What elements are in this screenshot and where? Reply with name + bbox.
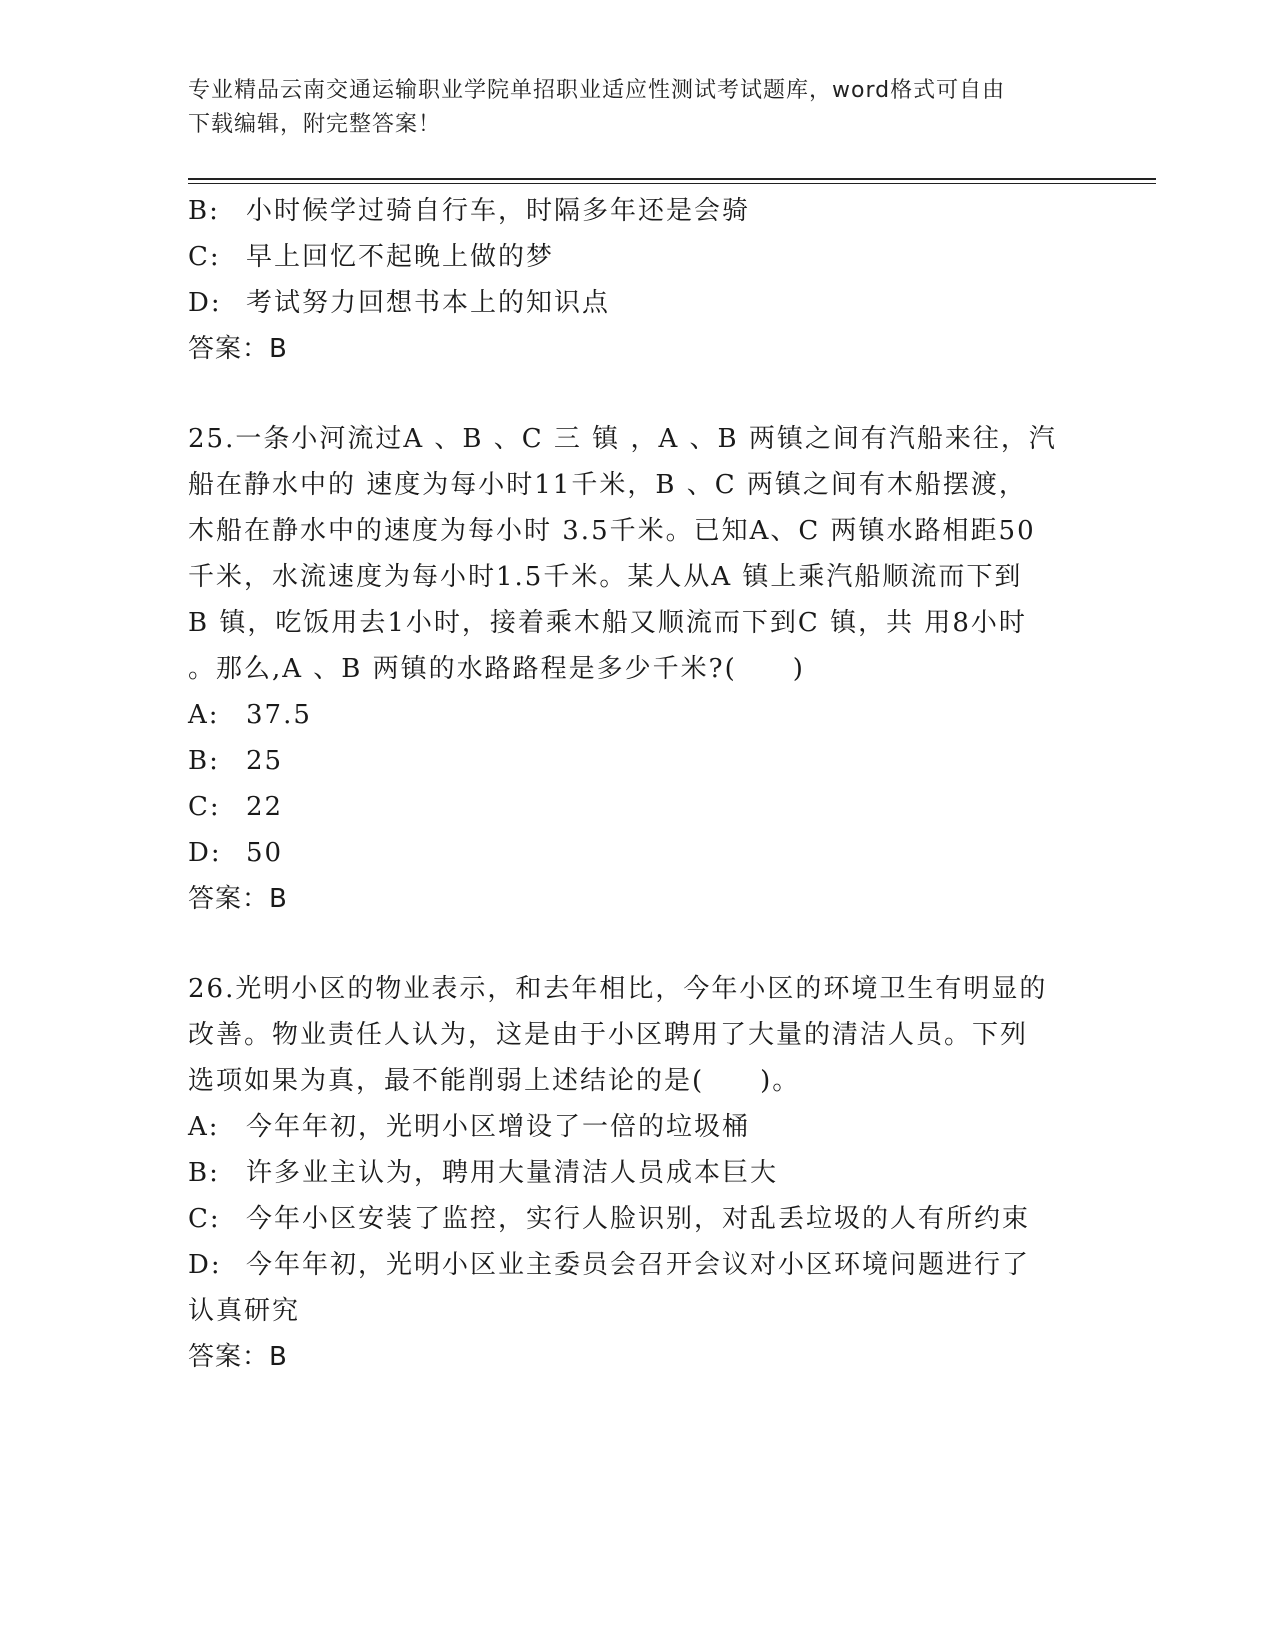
question-text-line: 。那么,A 、B 两镇的水路路程是多少千米?( ) <box>188 654 805 684</box>
option-text: 今年年初，光明小区增设了一倍的垃圾桶 <box>246 1112 751 1142</box>
question-26 <box>188 966 1088 1380</box>
spacer <box>188 922 1088 966</box>
option-c <box>188 234 1088 280</box>
question-text-line: 船在静水中的 速度为每小时11千米，B 、C 两镇之间有木船摆渡， <box>188 470 1027 500</box>
header-divider-thick <box>188 178 1156 180</box>
answer-line: 答案：B <box>188 334 288 364</box>
option-letter: A: <box>188 700 220 730</box>
option-text: 考试努力回想书本上的知识点 <box>246 288 611 318</box>
option-text: 50 <box>246 838 284 868</box>
option-b <box>188 188 1088 234</box>
page-header <box>188 74 1068 142</box>
question-text-line: 改善。物业责任人认为，这是由于小区聘用了大量的清洁人员。下列 <box>188 1020 1029 1050</box>
option-text: 37.5 <box>246 700 312 730</box>
option-letter: B: <box>188 196 220 226</box>
question-text-line: 25.一条小河流过A 、B 、C 三 镇 ，A 、B 两镇之间有汽船来往，汽 <box>188 424 1057 454</box>
option-text: 今年年初，光明小区业主委员会召开会议对小区环境问题进行了 <box>246 1250 1031 1280</box>
option-text: 今年小区安装了监控，实行人脸识别，对乱丢垃圾的人有所约束 <box>246 1204 1031 1234</box>
option-letter: D: <box>188 838 222 868</box>
option-text: 25 <box>246 746 284 776</box>
question-text-line: 千米，水流速度为每小时1.5千米。某人从A 镇上乘汽船顺流而下到 <box>188 562 1023 592</box>
question-text-line: 木船在静水中的速度为每小时 3.5千米。已知A、C 两镇水路相距50 <box>188 516 1036 546</box>
option-d-continuation: 认真研究 <box>188 1296 301 1326</box>
option-text: 22 <box>246 792 284 822</box>
option-text: 许多业主认为，聘用大量清洁人员成本巨大 <box>246 1158 779 1188</box>
question-text-line: 26.光明小区的物业表示，和去年相比，今年小区的环境卫生有明显的 <box>188 974 1048 1004</box>
question-text-line: B 镇，吃饭用去1小时，接着乘木船又顺流而下到C 镇，共 用8小时 <box>188 608 1027 638</box>
option-d <box>188 830 1088 876</box>
option-text: 小时候学过骑自行车，时隔多年还是会骑 <box>246 196 751 226</box>
header-line-2: 下载编辑，附完整答案！ <box>188 112 442 137</box>
option-letter: C: <box>188 1204 221 1234</box>
header-divider-thin <box>188 183 1156 184</box>
option-d <box>188 1242 1088 1288</box>
option-b <box>188 738 1088 784</box>
option-letter: D: <box>188 1250 222 1280</box>
option-c <box>188 1196 1088 1242</box>
option-b <box>188 1150 1088 1196</box>
option-letter: D: <box>188 288 222 318</box>
answer-line: 答案：B <box>188 884 288 914</box>
option-a <box>188 1104 1088 1150</box>
option-text: 早上回忆不起晚上做的梦 <box>246 242 555 272</box>
option-letter: C: <box>188 242 221 272</box>
question-24 <box>188 188 1088 372</box>
option-a <box>188 692 1088 738</box>
header-line-1: 专业精品云南交通运输职业学院单招职业适应性测试考试题库，word格式可自由 <box>188 78 1006 103</box>
option-c <box>188 784 1088 830</box>
option-letter: B: <box>188 746 220 776</box>
option-letter: B: <box>188 1158 220 1188</box>
option-letter: C: <box>188 792 221 822</box>
answer-line: 答案：B <box>188 1342 288 1372</box>
spacer <box>188 372 1088 416</box>
document-body <box>188 188 1088 1380</box>
question-25 <box>188 416 1088 922</box>
option-d <box>188 280 1088 326</box>
option-letter: A: <box>188 1112 220 1142</box>
question-text-line: 选项如果为真，最不能削弱上述结论的是( )。 <box>188 1066 801 1096</box>
